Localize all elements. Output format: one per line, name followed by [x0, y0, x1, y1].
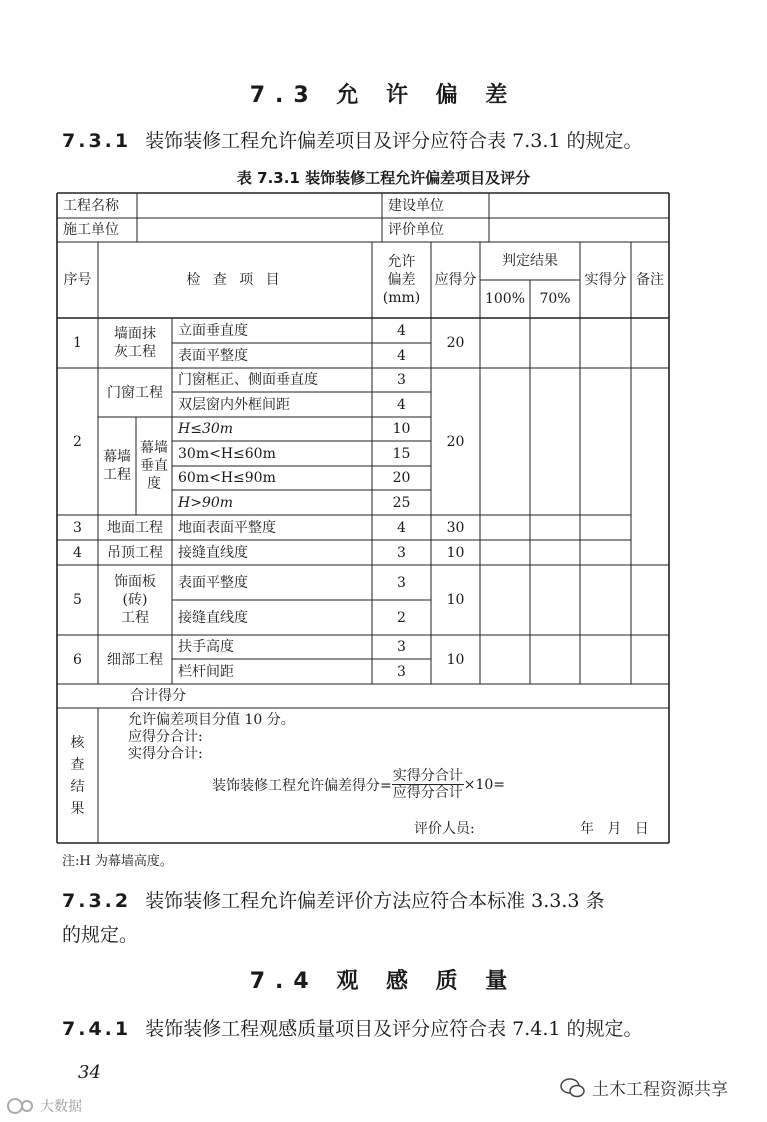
score-due-4: 10	[446, 544, 465, 561]
item-label: 门窗框正、侧面垂直度	[178, 372, 318, 388]
watermark-left	[6, 1096, 82, 1116]
watermark-left-text: 大数据	[40, 1099, 82, 1115]
door-window-name: 门窗工程	[107, 384, 163, 401]
section-title-7-4: 7.4 观 感 质 量	[249, 969, 518, 994]
curtain-wall-line1: 幕墙	[103, 449, 131, 465]
item-label: 表面平整度	[178, 574, 248, 591]
check-result-char: 果	[70, 800, 85, 817]
result-line-1: 允许偏差项目分值 10 分。	[128, 712, 295, 728]
formula-denominator: 应得分合计	[392, 785, 463, 801]
pct70-header: 70%	[539, 291, 571, 307]
item-deviation: 2	[397, 609, 406, 626]
seq-header: 序号	[63, 272, 92, 288]
result-line-3: 实得分合计:	[128, 746, 203, 762]
floor-name: 地面工程	[107, 519, 163, 536]
item-label: 接缝直线度	[178, 609, 248, 626]
section-title-7-3: 7.3 允 许 偏 差	[249, 83, 518, 108]
formula-left: 装饰装修工程允许偏差得分=	[212, 777, 392, 794]
item-label: 立面垂直度	[178, 322, 248, 339]
clause-text: 装饰装修工程观感质量项目及评分应符合表 7.4.1 的规定。	[145, 1018, 643, 1040]
item-deviation: 3	[397, 574, 406, 591]
project-name-label: 工程名称	[63, 197, 119, 214]
facing-panel-name	[98, 565, 172, 635]
clause-7-4-1	[62, 1014, 643, 1041]
seq-1: 1	[73, 335, 82, 351]
seq-3: 3	[73, 519, 82, 536]
item-deviation: 3	[397, 372, 406, 388]
check-result-char: 结	[70, 778, 85, 795]
wall-plaster-line1: 墙面抹	[114, 326, 156, 342]
table-note: 注:H 为幕墙高度。	[62, 854, 173, 869]
evaluator-label: 评价人员:	[414, 821, 475, 837]
wall-plaster-name	[98, 318, 172, 368]
clause-7-3-2-cont: 的规定。	[62, 924, 139, 946]
seq-2: 2	[73, 433, 82, 450]
detail-work-name: 细部工程	[107, 651, 163, 668]
actual-score-header: 实得分	[584, 272, 627, 288]
evaluation-unit-label: 评价单位	[388, 222, 444, 238]
watermark-right	[560, 1075, 728, 1100]
curtain-vertical-name	[136, 417, 172, 515]
pct100-header: 100%	[484, 291, 526, 307]
item-deviation: 10	[392, 421, 411, 437]
item-deviation: 4	[397, 347, 406, 364]
item-label: 表面平整度	[178, 347, 248, 364]
item-label: 接缝直线度	[178, 544, 248, 561]
item-deviation: 3	[397, 663, 406, 680]
date-label: 年 月 日	[580, 821, 649, 837]
item-deviation: 3	[397, 639, 406, 655]
facing-panel-line2: (砖)	[122, 592, 148, 608]
check-result-char: 核	[70, 734, 85, 751]
item-deviation: 3	[397, 544, 406, 561]
formula-numerator: 实得分合计	[392, 768, 463, 784]
table-caption: 表 7.3.1 装饰装修工程允许偏差项目及评分	[236, 169, 531, 187]
clause-text: 装饰装修工程允许偏差项目及评分应符合表 7.3.1 的规定。	[145, 130, 643, 152]
formula-fraction	[392, 768, 464, 801]
item-deviation: 4	[397, 396, 406, 413]
item-deviation: 15	[392, 445, 411, 462]
allowed-dev-line2: 偏差	[387, 272, 416, 288]
watermark-right-text: 土木工程资源共享	[592, 1080, 728, 1100]
allowed-dev-line1: 允许	[387, 254, 416, 270]
item-label: H>90m	[178, 494, 234, 511]
facing-panel-line3: 工程	[121, 610, 149, 626]
score-formula	[212, 768, 505, 801]
wechat-icon	[560, 1077, 586, 1099]
item-deviation: 25	[392, 494, 411, 511]
clause-number: 7.3.1	[62, 130, 132, 152]
item-label: 60m<H≤90m	[178, 470, 276, 486]
seq-4: 4	[73, 544, 82, 561]
builder-unit-label: 建设单位	[388, 197, 444, 214]
item-label: 30m<H≤60m	[178, 445, 276, 462]
curtain-vertical-line2: 垂直	[140, 458, 168, 474]
score-due-3: 30	[446, 519, 465, 536]
page-number: 34	[78, 1062, 101, 1083]
check-items-header: 检 查 项 目	[186, 272, 284, 288]
seq-5: 5	[73, 592, 82, 608]
item-deviation: 4	[397, 322, 406, 339]
score-due-6: 10	[446, 651, 465, 668]
item-label: 栏杆间距	[178, 663, 234, 680]
curtain-vertical-line1: 幕墙	[140, 440, 168, 456]
score-due-5: 10	[446, 592, 465, 608]
item-label: 双层窗内外框间距	[178, 396, 290, 413]
allowed-deviation-header	[372, 242, 431, 318]
remark-header: 备注	[636, 272, 664, 288]
clause-text: 装饰装修工程允许偏差评价方法应符合本标准 3.3.3 条	[145, 890, 605, 912]
logo-icon	[6, 1097, 36, 1115]
allowed-dev-line3: (mm)	[382, 290, 421, 306]
clause-7-3-2	[62, 886, 605, 913]
check-result-label	[57, 708, 98, 843]
clause-number: 7.3.2	[62, 890, 132, 912]
construction-unit-label: 施工单位	[63, 222, 119, 238]
wall-plaster-line2: 灰工程	[114, 344, 156, 360]
formula-right: ×10=	[463, 776, 506, 793]
item-deviation: 20	[392, 470, 411, 486]
total-score-label: 合计得分	[130, 688, 186, 704]
curtain-wall-name	[98, 417, 136, 515]
facing-panel-line1: 饰面板	[114, 574, 156, 590]
check-result-char: 查	[70, 756, 85, 773]
judgment-header: 判定结果	[502, 253, 558, 269]
curtain-wall-line2: 工程	[103, 467, 131, 483]
clause-number: 7.4.1	[62, 1018, 132, 1040]
seq-6: 6	[73, 651, 82, 668]
score-due-header: 应得分	[434, 272, 477, 288]
item-deviation: 4	[397, 519, 406, 536]
item-label: 扶手高度	[178, 639, 234, 655]
ceiling-name: 吊顶工程	[107, 544, 163, 561]
item-label: 地面表面平整度	[178, 519, 276, 536]
score-due-1: 20	[446, 335, 465, 351]
result-line-2: 应得分合计:	[128, 729, 203, 745]
item-label: H≤30m	[178, 421, 234, 437]
curtain-vertical-line3: 度	[147, 476, 161, 492]
score-due-2: 20	[446, 433, 465, 450]
result-text-block	[128, 712, 295, 763]
